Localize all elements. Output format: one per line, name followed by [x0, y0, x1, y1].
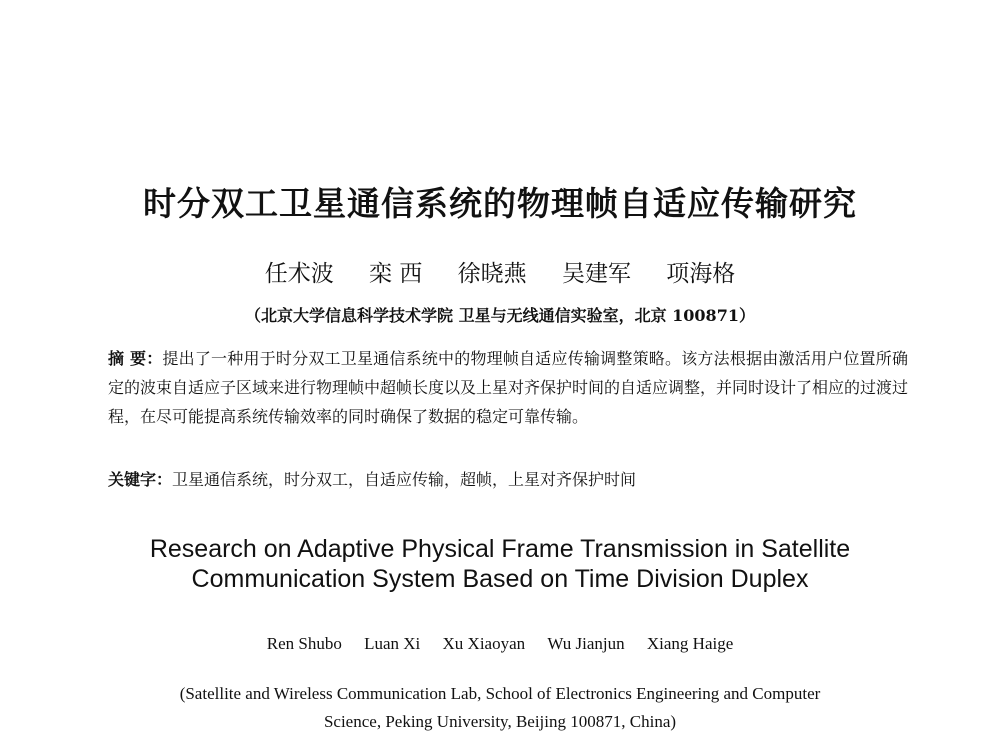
- author-name-cn: 徐晓燕: [457, 261, 527, 287]
- author-list-chinese: [0, 255, 1000, 288]
- paper-title-english: [0, 534, 1000, 594]
- author-name-en: Luan Xi: [364, 634, 421, 653]
- keywords-text: 卫星通信系统，时分双工，自适应传输，超帧，上星对齐保护时间: [172, 470, 637, 489]
- author-name-en: Xiang Haige: [646, 634, 734, 653]
- author-name-cn: 吴建军: [561, 261, 631, 287]
- affiliation-en-line-1: (Satellite and Wireless Communication Lab, School of Electronics Engineering and Computer: [179, 684, 821, 703]
- author-name-cn: 任术波: [264, 261, 334, 287]
- author-name-en: Wu Jianjun: [547, 634, 625, 653]
- title-en-line-1: Research on Adaptive Physical Frame Transmission in Satellite: [149, 535, 851, 563]
- keywords-chinese: [108, 466, 908, 494]
- abstract-chinese: [108, 344, 908, 431]
- author-list-english: [0, 634, 1000, 654]
- author-name-cn: 项海格: [666, 261, 736, 287]
- author-name-cn: 栾 西: [369, 261, 423, 287]
- title-en-line-2: Communication System Based on Time Division Duplex: [191, 565, 809, 593]
- paper-title-chinese: 时分双工卫星通信系统的物理帧自适应传输研究: [143, 184, 857, 223]
- abstract-text: 提出了一种用于时分双工卫星通信系统中的物理帧自适应传输调整策略。该方法根据由激活用户位置所确定的波束自适应子区域来进行物理帧中超帧长度以及上星对齐保护时间的自适应调整，并同时设计了相应的过渡过程，在尽可能提高系统传输效率的同时确保了数据的稳定可靠传输。: [108, 349, 909, 426]
- affiliation-en-line-2: Science, Peking University, Beijing 100871, China): [323, 712, 677, 731]
- affiliation-chinese: （北京大学信息科学技术学院 卫星与无线通信实验室，北京 100871）: [245, 306, 755, 325]
- author-name-en: Xu Xiaoyan: [442, 634, 526, 653]
- abstract-label: 摘 要：: [108, 349, 163, 368]
- author-name-en: Ren Shubo: [266, 634, 342, 653]
- keywords-label: 关键字：: [108, 470, 173, 489]
- affiliation-english: [0, 680, 1000, 736]
